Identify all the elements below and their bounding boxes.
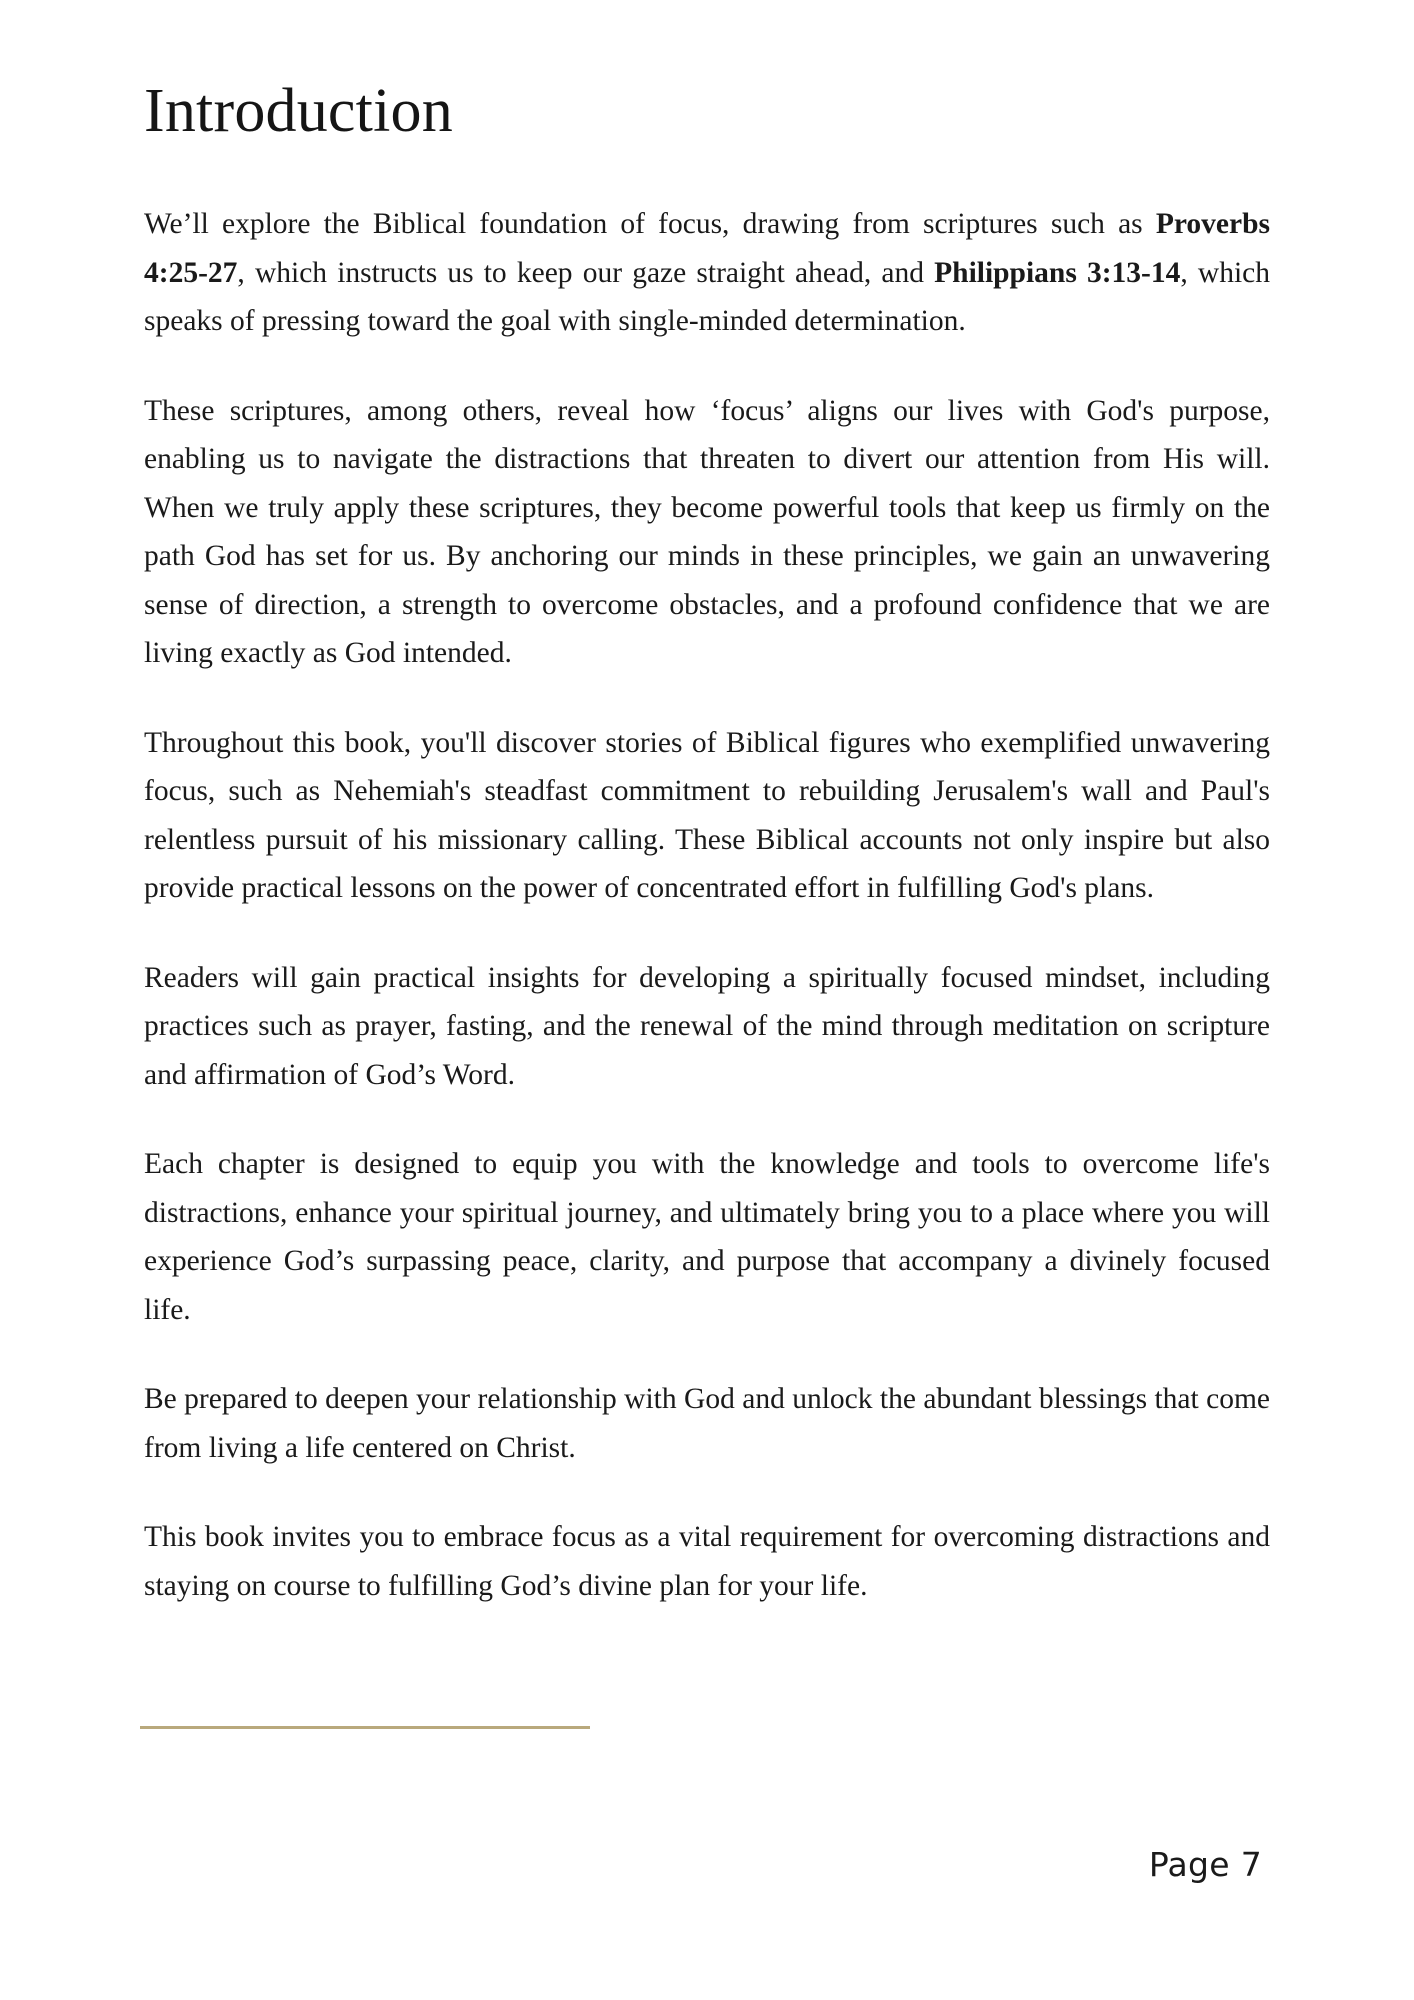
paragraph-1-text-part-1: We’ll explore the Biblical foundation of focus, drawing from scriptures such as <box>144 208 1156 240</box>
paragraph-4: Readers will gain practical insights for developing a spiritually focused mindset, including practices such as prayer, fasting, and the renewal of the mind through meditation on scripture and affirmation of God’s Word. <box>144 961 1270 1091</box>
paragraph-6: Be prepared to deepen your relationship with God and unlock the abundant blessings that come from living a life centered on Christ. <box>144 1383 1270 1464</box>
paragraph-7: This book invites you to embrace focus as a vital requirement for overcoming distractions and staying on course to fulfilling God’s divine plan for your life. <box>144 1521 1270 1602</box>
page-number: Page 7 <box>1148 1845 1262 1884</box>
paragraph-2: These scriptures, among others, reveal how ‘focus’ aligns our lives with God's purpose, enabling us to navigate the distractions that threaten to divert our attention from His will. When we truly apply these scriptures, they become powerful tools that keep us firmly on the path God has set for us. By anchoring our minds in these principles, we gain an unwavering sense of direction, a strength to overcome obstacles, and a profound confidence that we are living exactly as God intended. <box>144 394 1270 669</box>
paragraph-1 <box>144 200 1270 346</box>
scripture-reference-philippians: Philippians 3:13-14 <box>934 256 1181 289</box>
footer-divider <box>140 1726 590 1729</box>
paragraph-3: Throughout this book, you'll discover stories of Biblical figures who exemplified unwavering focus, such as Nehemiah's steadfast commitment to rebuilding Jerusalem's wall and Paul's relentless pursuit of his missionary calling. These Biblical accounts not only inspire but also provide practical lessons on the power of concentrated effort in fulfilling God's plans. <box>144 726 1270 904</box>
paragraph-1-text-part-2: , which instructs us to keep our gaze straight ahead, and <box>237 256 935 289</box>
body-content <box>144 200 1270 1610</box>
paragraph-1-text-part-3: , which speaks of pressing toward the goal with single-minded determination. <box>144 256 1271 337</box>
page-title: Introduction <box>144 76 453 145</box>
paragraph-5: Each chapter is designed to equip you with the knowledge and tools to overcome life's distractions, enhance your spiritual journey, and ultimately bring you to a place where you will experience God’s surpassing peace, clarity, and purpose that accompany a divinely focused life. <box>144 1148 1270 1326</box>
scripture-reference-proverbs: Proverbs 4:25-27 <box>144 208 1270 289</box>
